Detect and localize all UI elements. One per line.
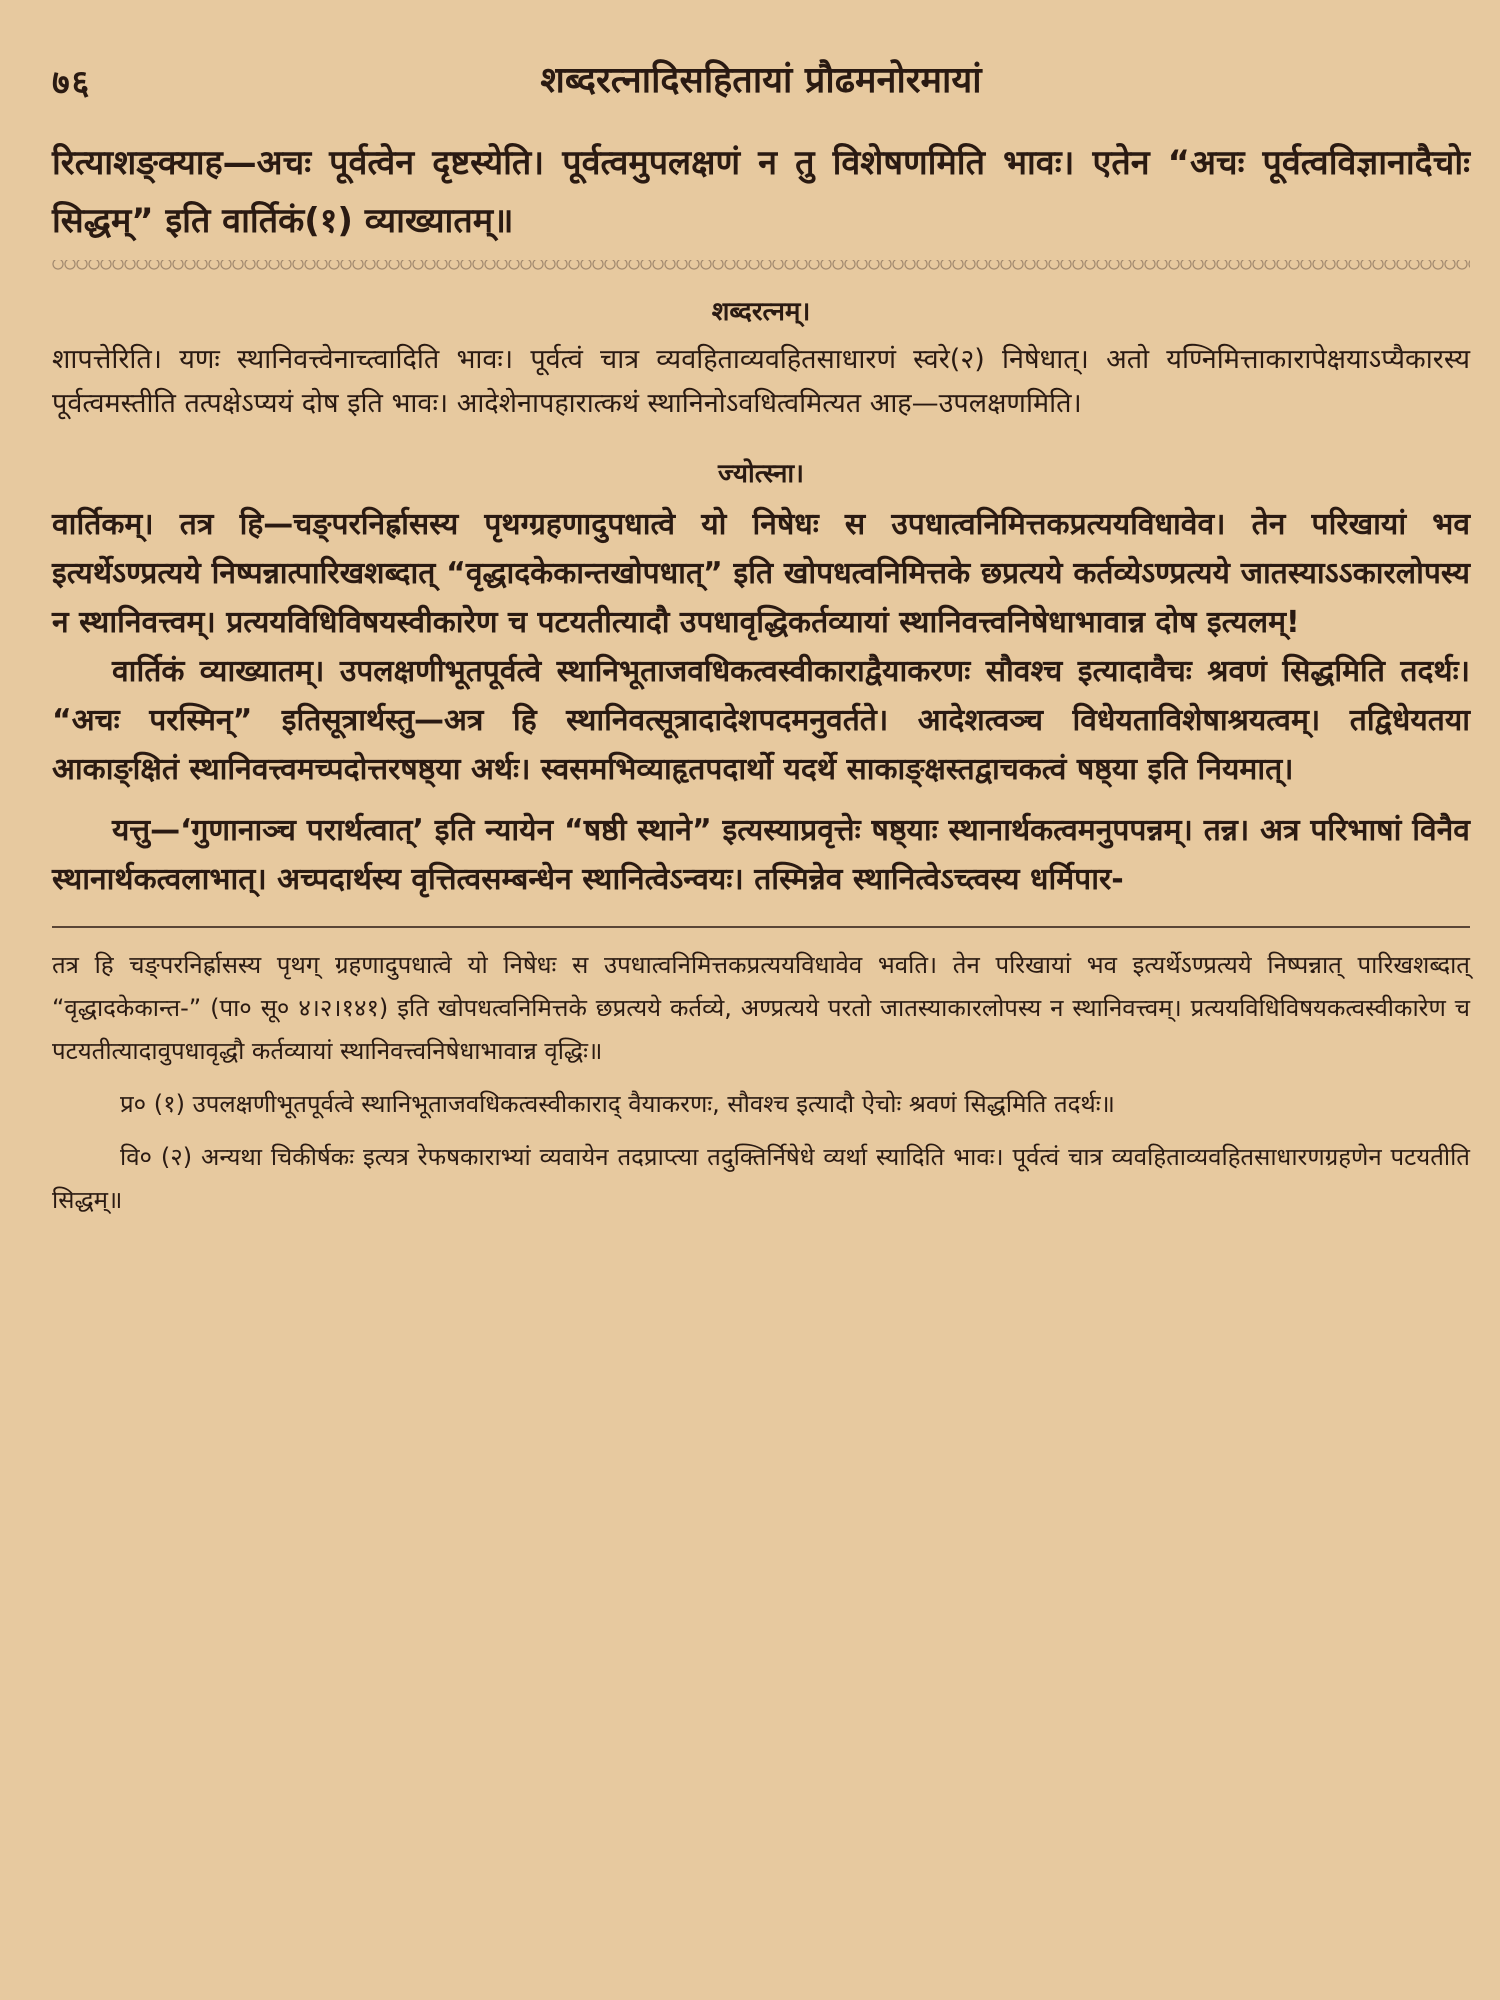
lead-paragraph: रित्याशङ्क्याह—अचः पूर्वत्वेन दृष्टस्येति। पूर्वत्वमुपलक्षणं न तु विशेषणमिति भावः। एतेन “अचः पूर्वत्वविज्ञानादैचोः सिद्धम्” इति वार्तिकं(१) व्याख्यातम्॥ — [52, 143, 1470, 241]
footnote: तत्र हि चङ्परनिर्ह्रासस्य पृथग् ग्रहणादुपधात्वे यो निषेधः स उपधात्वनिमित्तकप्रत्ययविधावेव भवति। तेन परिखायां भव इत्यर्थेऽण्प्रत्यये निष्पन्नात् पारिखशब्दात् “वृद्धादकेकान्त-” (पा० सू० ४।२।१४१) इति खोपधत्वनिमित्तके छप्रत्यये कर्तव्ये, अण्प्रत्यये परतो जातस्याकारलोपस्य न स्थानिवत्त्वम्। प्रत्ययविधिविषयकत्वस्वीकारेण च पटयतीत्यादावुपधावृद्धौ कर्तव्यायां स्थानिवत्त्वनिषेधाभावान्न वृद्धिः॥ — [52, 951, 1470, 1065]
shabdaratna-text: शापत्तेरिति। यणः स्थानिवत्त्वेनाच्त्वादिति भावः। पूर्वत्वं चात्र व्यवहिताव्यवहितसाधारणं स्वरे(२) निषेधात्। अतो यण्निमित्ताकारापेक्षयाऽप्यैकारस्य पूर्वत्वमस्तीति तत्पक्षेऽप्ययं दोष इति भावः। आदेशेनापहारात्कथं स्थानिनोऽवधित्वमित्यत आह—उपलक्षणमिति। — [52, 344, 1470, 419]
footnote-rule — [52, 926, 1470, 928]
jyotsna-paragraph: यत्तु—‘गुणानाञ्च परार्थत्वात्’ इति न्यायेन “षष्ठी स्थाने” इत्यस्याप्रवृत्तेः षष्ठ्याः स्थानार्थकत्वमनुपपन्नम्। तन्न। अत्र परिभाषां विनैव स्थानार्थकत्वलाभात्। अच्पदार्थस्य वृत्तित्वसम्बन्धेन स्थानित्वेऽन्वयः। तस्मिन्नेव स्थानित्वेऽच्त्वस्य धर्मिपार- — [52, 813, 1470, 897]
running-title: शब्दरत्नादिसहितायां प्रौढमनोरमायां — [540, 60, 982, 101]
section-title-shabdaratna: शब्दरत्नम्। — [711, 297, 811, 327]
jyotsna-paragraph: वार्तिकम्। तत्र हि—चङ्परनिर्ह्रासस्य पृथग्ग्रहणादुपधात्वे यो निषेधः स उपधात्वनिमित्तकप्रत्ययविधावेव। तेन परिखायां भव इत्यर्थेऽण्प्रत्यये निष्पन्नात्पारिखशब्दात् “वृद्धादकेकान्तखोपधात्” इति खोपधत्वनिमित्तके छप्रत्यये कर्तव्येऽण्प्रत्यये जातस्याऽऽकारलोपस्य न स्थानिवत्त्वम्। प्रत्ययविधिविषयस्वीकारेण च पटयतीत्यादौ उपधावृद्धिकर्तव्यायां स्थानिवत्त्वनिषेधाभावान्न दोष इत्यलम्! — [52, 507, 1470, 640]
page-number: ७६ — [52, 63, 92, 103]
wavy-divider — [52, 260, 1470, 276]
footnote: प्र० (१) उपलक्षणीभूतपूर्वत्वे स्थानिभूताजवधिकत्वस्वीकाराद् वैयाकरणः, सौवश्च इत्यादौ ऐचोः श्रवणं सिद्धमिति तदर्थः॥ — [120, 1090, 1115, 1118]
section-title-jyotsna: ज्योत्स्ना। — [718, 459, 804, 489]
jyotsna-paragraph: वार्तिकं व्याख्यातम्। उपलक्षणीभूतपूर्वत्वे स्थानिभूताजवधिकत्वस्वीकाराद्वैयाकरणः सौवश्च इत्यादावैचः श्रवणं सिद्धमिति तदर्थः। “अचः परस्मिन्” इतिसूत्रार्थस्तु—अत्र हि स्थानिवत्सूत्रादादेशपदमनुवर्तते। आदेशत्वञ्च विधेयताविशेषाश्रयत्वम्। तद्विधेयतया आकाङ्क्षितं स्थानिवत्त्वमच्पदोत्तरषष्ठ्या अर्थः। स्वसमभिव्याहृतपदार्थो यदर्थे साकाङ्क्षस्तद्वाचकत्वं षष्ठ्या इति नियमात्। — [52, 654, 1470, 787]
footnote: वि० (२) अन्यथा चिकीर्षकः इत्यत्र रेफषकाराभ्यां व्यवायेन तदप्राप्त्या तदुक्तिर्निषेधे व्यर्था स्यादिति भावः। पूर्वत्वं चात्र व्यवहिताव्यवहितसाधारणग्रहणेन पटयतीति सिद्धम्॥ — [52, 1143, 1470, 1214]
page-header — [52, 50, 1470, 114]
section-gap — [52, 426, 1470, 448]
